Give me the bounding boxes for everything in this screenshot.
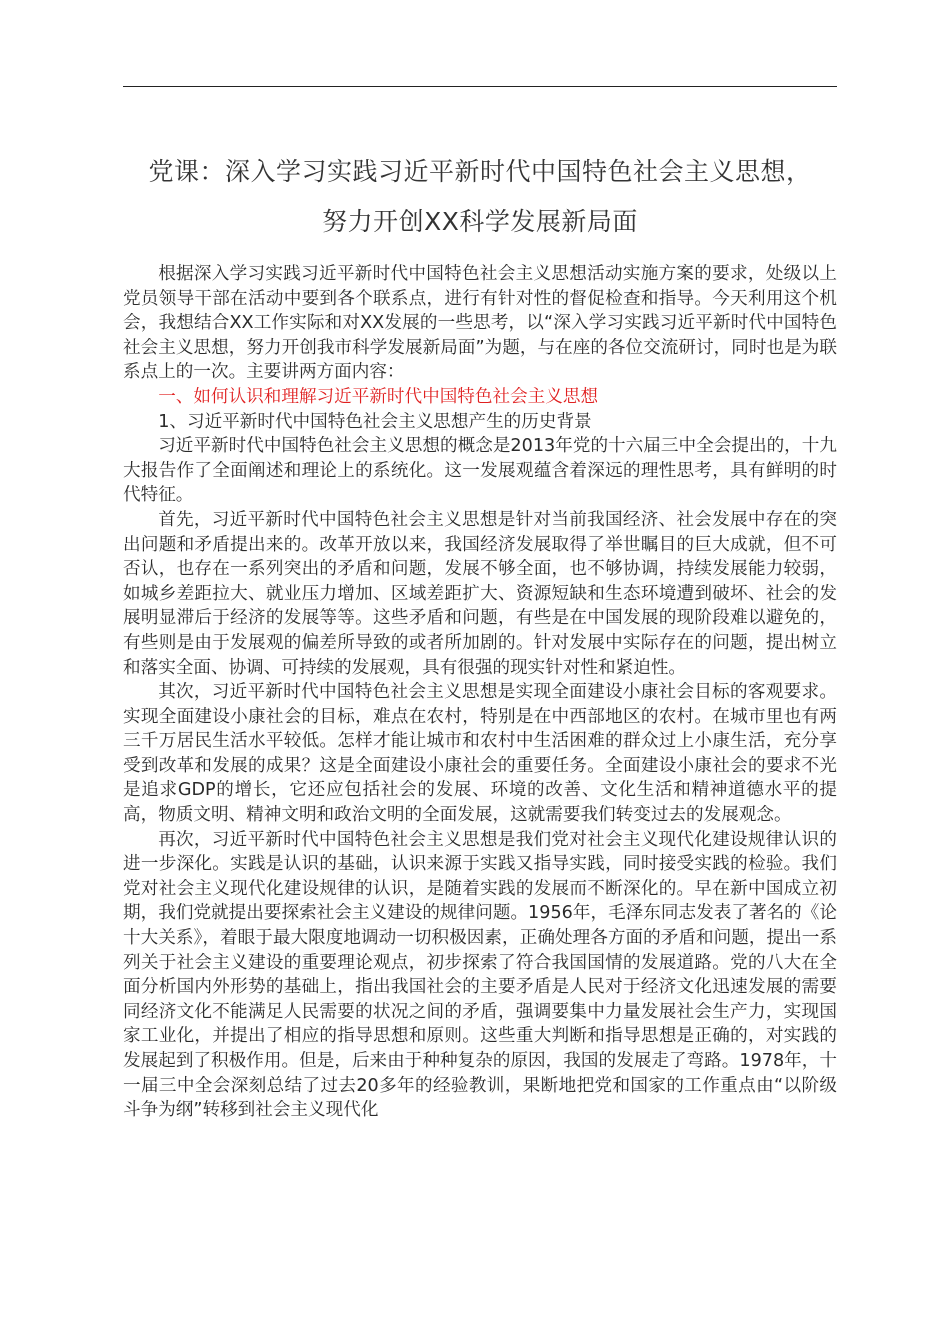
intro-paragraph: 根据深入学习实践习近平新时代中国特色社会主义思想活动实施方案的要求，处级以上党员领导干部在活动中要到各个联系点，进行有针对性的督促检查和指导。今天利用这个机会，我想结合XX工作实际和对XX发展的一些思考，以“深入学习实践习近平新时代中国特色社会主义思想，努力开创我市科学发展新局面”为题，与在座的各位交流研讨，同时也是为联系点上的一次。主要讲两方面内容： [123,264,837,383]
section-heading: 一、如何认识和理解习近平新时代中国特色社会主义思想 [158,386,599,407]
body-paragraph: 习近平新时代中国特色社会主义思想的概念是2013年党的十六届三中全会提出的，十九大报告作了全面阐述和理论上的系统化。这一发展观蕴含着深远的理性思考，具有鲜明的时代特征。 [123,436,837,506]
header-rule [123,86,837,87]
body-paragraph: 再次，习近平新时代中国特色社会主义思想是我们党对社会主义现代化建设规律认识的进一步深化。实践是认识的基础，认识来源于实践又指导实践，同时接受实践的检验。我们党对社会主义现代化建设规律的认识，是随着实践的发展而不断深化的。早在新中国成立初期，我们党就提出要探索社会主义建设的规律问题。1956年，毛泽东同志发表了著名的《论十大关系》，着眼于最大限度地调动一切积极因素，正确处理各方面的矛盾和问题，提出一系列关于社会主义建设的重要理论观点，初步探索了符合我国国情的发展道路。党的八大在全面分析国内外形势的基础上，指出我国社会的主要矛盾是人民对于经济文化迅速发展的需要同经济文化不能满足人民需要的状况之间的矛盾，强调要集中力量发展社会生产力，实现国家工业化，并提出了相应的指导思想和原则。这些重大判断和指导思想是正确的，对实践的发展起到了积极作用。但是，后来由于种种复杂的原因，我国的发展走了弯路。1978年，十一届三中全会深刻总结了过去20多年的经验教训，果断地把党和国家的工作重点由“以阶级斗争为纲”转移到社会主义现代化 [123,829,837,1121]
document-title-line-2: 努力开创XX科学发展新局面 [322,207,638,236]
body-paragraph: 其次，习近平新时代中国特色社会主义思想是实现全面建设小康社会目标的客观要求。实现全面建设小康社会的目标，难点在农村，特别是在中西部地区的农村。在城市里也有两三千万居民生活水平较低。怎样才能让城市和农村中生活困难的群众过上小康生活，充分享受到改革和发展的成果？这是全面建设小康社会的重要任务。全面建设小康社会的要求不光是追求GDP的增长，它还应包括社会的发展、环境的改善、文化生活和精神道德水平的提高，物质文明、精神文明和政治文明的全面发展，这就需要我们转变过去的发展观念。 [123,682,837,826]
document-body [123,262,837,1123]
body-paragraph: 首先，习近平新时代中国特色社会主义思想是针对当前我国经济、社会发展中存在的突出问题和矛盾提出来的。改革开放以来，我国经济发展取得了举世瞩目的巨大成就，但不可否认，也存在一系列突出的矛盾和问题，发展不够全面，也不够协调，持续发展能力较弱，如城乡差距拉大、就业压力增加、区域差距扩大、资源短缺和生态环境遭到破坏、社会的发展明显滞后于经济的发展等等。这些矛盾和问题，有些是在中国发展的现阶段难以避免的，有些则是由于发展观的偏差所导致的或者所加剧的。针对发展中实际存在的问题，提出树立和落实全面、协调、可持续的发展观，具有很强的现实针对性和紧迫性。 [123,509,837,678]
subsection-heading: 1、习近平新时代中国特色社会主义思想产生的历史背景 [158,411,592,432]
document-title-line-1: 党课：深入学习实践习近平新时代中国特色社会主义思想， [148,157,812,186]
